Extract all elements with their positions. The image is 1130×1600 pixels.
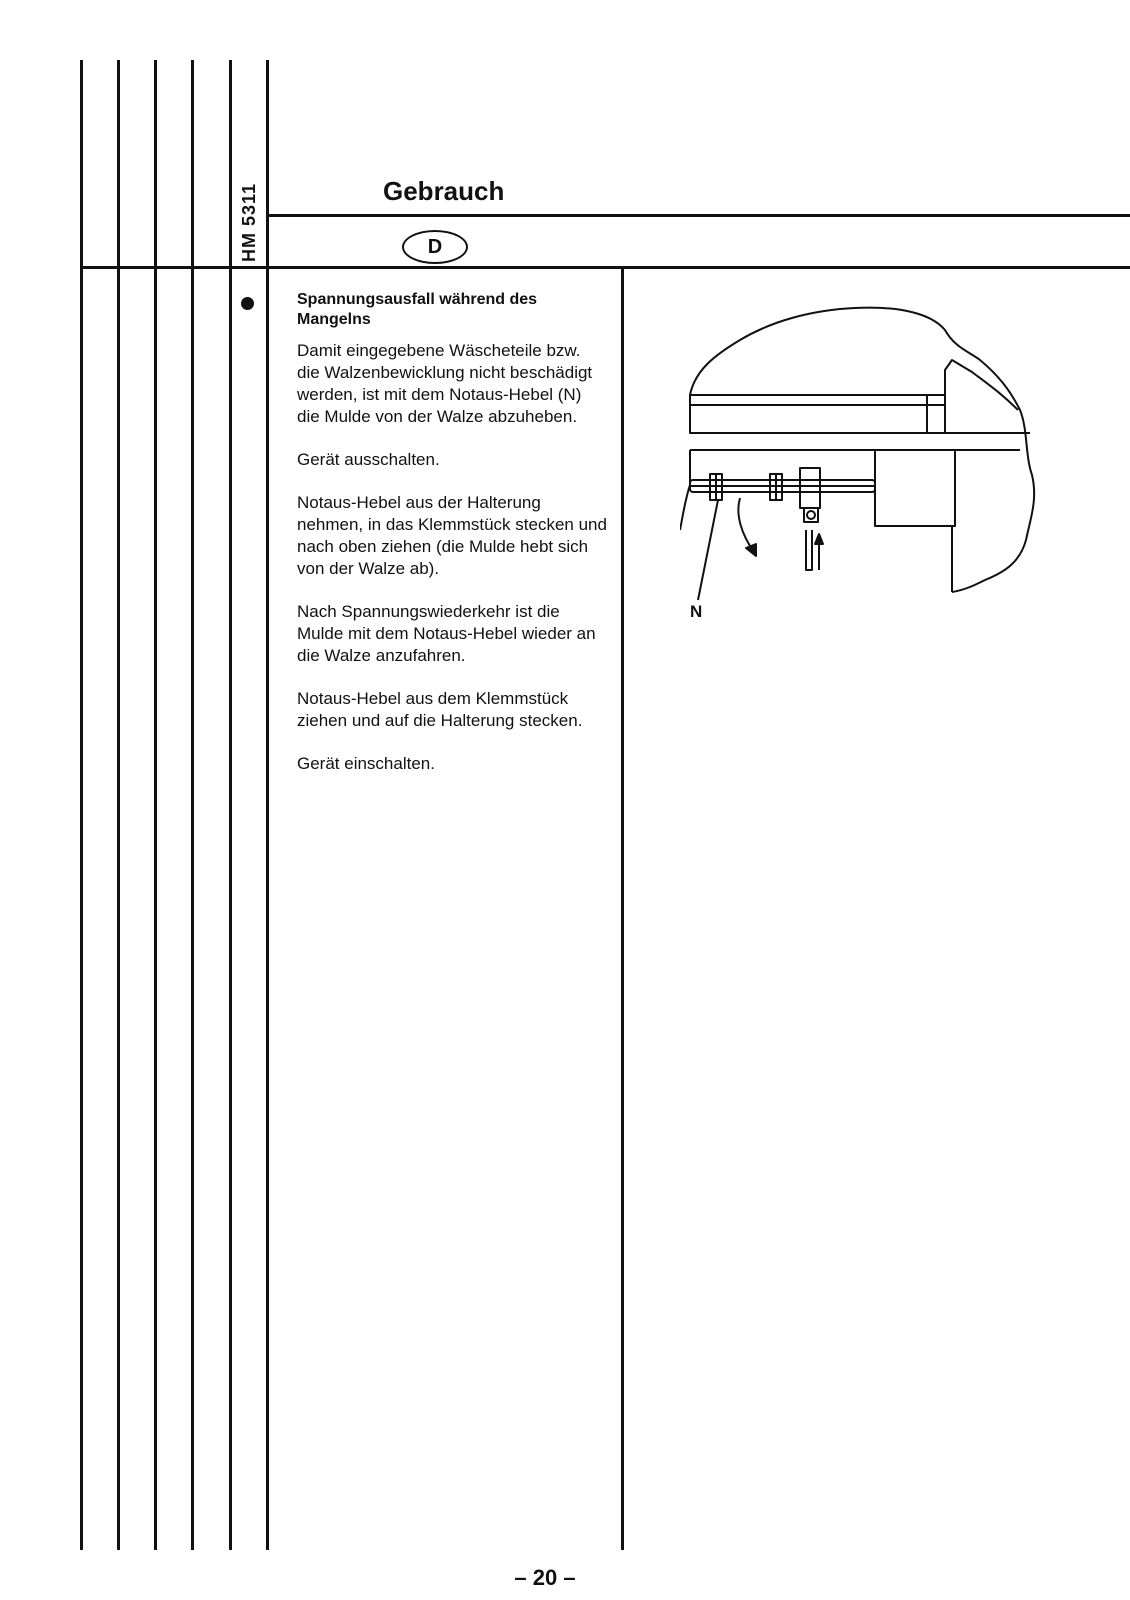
title-rule bbox=[266, 214, 1130, 217]
margin-rule-2 bbox=[117, 60, 120, 1550]
paragraph: Notaus-Hebel aus dem Klemmstück ziehen und auf die Halterung stecken. bbox=[297, 689, 583, 730]
header-rule bbox=[80, 266, 1130, 269]
page-number: – 20 – bbox=[514, 1565, 576, 1590]
margin-rule-3 bbox=[154, 60, 157, 1550]
paragraph: Notaus-Hebel aus der Halterung nehmen, in das Klemmstück stecken und nach oben ziehen (die Mulde hebt sich von der Walze ab). bbox=[297, 493, 607, 578]
paragraph: Gerät ausschalten. bbox=[297, 450, 440, 469]
paragraph: Nach Spannungswiederkehr ist die Mulde mit dem Notaus-Hebel wieder an die Walze anzufahren. bbox=[297, 602, 596, 665]
language-badge-label: D bbox=[427, 235, 443, 258]
margin-rule-1 bbox=[80, 60, 83, 1550]
margin-rule-5 bbox=[229, 60, 232, 1550]
emergency-lever-illustration bbox=[680, 300, 1060, 640]
paragraph: Damit eingegebene Wäscheteile bzw. die Walzenbewicklung nicht beschädigt werden, ist mit dem Notaus-Hebel (N) die Mulde von der Walze abzuheben. bbox=[297, 341, 593, 426]
figure-label-n: N bbox=[690, 602, 703, 621]
column-divider bbox=[621, 268, 624, 1550]
margin-rule-4 bbox=[191, 60, 194, 1550]
model-code: HM 5311 bbox=[239, 182, 259, 262]
bullet-icon bbox=[241, 297, 254, 310]
margin-rule-6 bbox=[266, 60, 269, 1550]
section-heading: Spannungsausfall während des Mangelns bbox=[297, 291, 538, 328]
page-title: Gebrauch bbox=[383, 176, 505, 206]
paragraph: Gerät einschalten. bbox=[297, 754, 435, 773]
instruction-column bbox=[297, 290, 607, 796]
language-badge bbox=[402, 230, 468, 264]
